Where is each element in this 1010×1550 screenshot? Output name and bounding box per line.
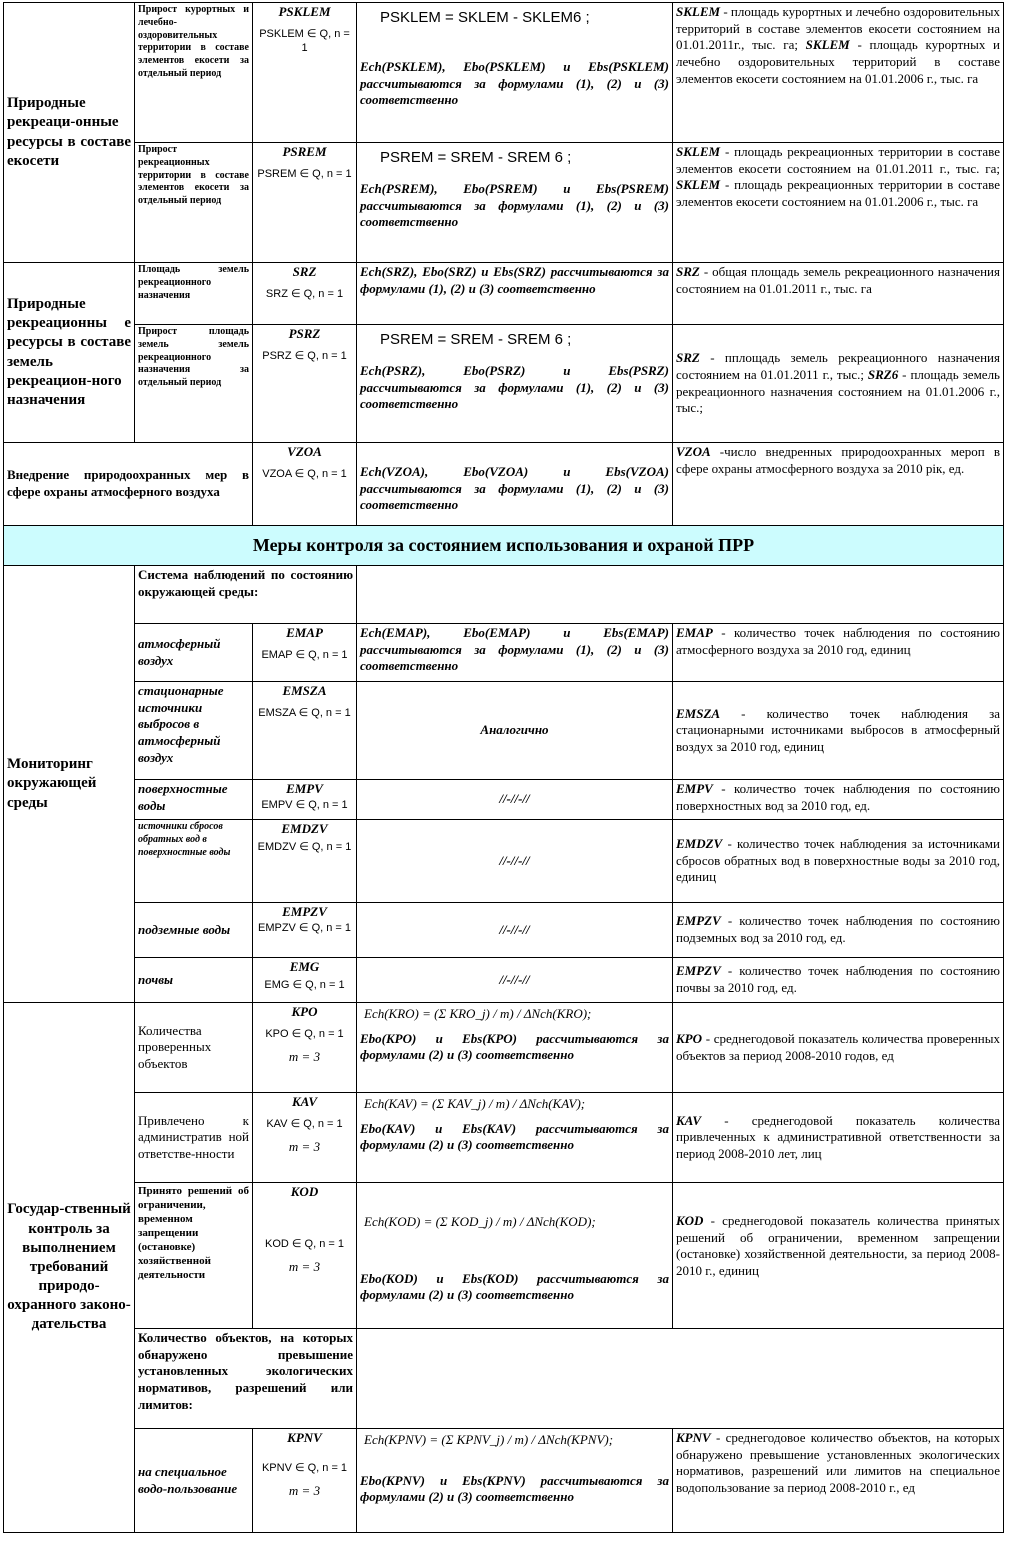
calc-text: Ebo(KPO) и Ebs(KPO) рассчитываются за формулами (2) и (3) соответственно xyxy=(360,1030,669,1063)
formula: Ech(KOD) = (Σ KOD_j) / m) / ΔNch(KOD); xyxy=(364,1214,596,1229)
desc-text: - количество точек наблюдения по состоянию атмосферного воздуха за 2010 год, единиц xyxy=(676,625,1000,657)
calc-text: Аналогично xyxy=(357,682,673,780)
group-label: Природные рекреаци-онные ресурсы в составе екосети xyxy=(4,3,135,263)
indicator-title: подземные воды xyxy=(135,903,253,958)
calc-cell xyxy=(357,143,673,263)
indicator-title: Количества проверенных объектов xyxy=(135,1003,253,1093)
calc-text: Ebo(KAV) и Ebs(KAV) рассчитываются за формулами (2) и (3) соответственно xyxy=(360,1120,669,1153)
table-row xyxy=(4,1093,1004,1183)
desc-var: EMDZV xyxy=(676,836,723,852)
indicator-title: Прирост рекреационных территории в составе элементов екосети за отдельный период xyxy=(135,143,253,263)
indicator-code: SRZ xyxy=(292,264,317,279)
group-label: Мониторинг окружающей среды xyxy=(4,566,135,1003)
indicator-code: KAV xyxy=(291,1094,318,1109)
desc-var: EMPZV xyxy=(676,913,721,929)
desc-text: - площадь рекреационных территории в составе элементов екосети состоянием на 01.01.2006 г., тыс. га xyxy=(676,177,1000,209)
desc-text: - количество точек наблюдения по состоянию подземных вод за 2010 год, ед. xyxy=(676,913,1000,945)
indicator-set: EMAP ∈ Q, n = 1 xyxy=(261,648,348,661)
description xyxy=(673,1429,1004,1533)
indicator-code: EMG xyxy=(289,959,320,974)
indicator-code: EMDZV xyxy=(281,821,328,836)
indicator-set: KOD ∈ Q, n = 1 xyxy=(265,1237,344,1250)
desc-var: SKLEM xyxy=(805,37,850,53)
calc-cell xyxy=(357,1003,673,1093)
description xyxy=(673,820,1004,903)
table-row xyxy=(4,1183,1004,1329)
section-row xyxy=(4,526,1004,566)
table-row xyxy=(4,3,1004,143)
desc-text: - количество точек наблюдения по состоянию почвы за 2010 год, ед. xyxy=(676,963,1000,995)
indicator-set: KPNV ∈ Q, n = 1 xyxy=(261,1461,348,1474)
indicator-code: PSRZ xyxy=(288,326,321,341)
indicator-title: Привлечено к административ ной ответстве-нности xyxy=(135,1093,253,1183)
desc-var: SRZ xyxy=(676,350,700,366)
description xyxy=(673,1093,1004,1183)
calc-text: Ebo(KOD) и Ebs(KOD) рассчитываются за формулами (2) и (3) соответственно xyxy=(360,1270,669,1303)
calc-text: //-//-// xyxy=(357,780,673,820)
desc-text: - площадь курортных и лечебно оздоровительных территорий в составе элементов екосети состоянием на 01.01.2011г., тыс. га; xyxy=(676,4,1000,53)
calc-cell xyxy=(357,263,673,325)
indicator-set: EMG ∈ Q, n = 1 xyxy=(264,978,345,991)
desc-var: SKLEM xyxy=(676,144,721,159)
calc-text: Ech(PSREM), Ebo(PSREM) и Ebs(PSREM) рассчитываются за формулами (1), (2) и (3) соответственно xyxy=(360,181,669,230)
description xyxy=(673,263,1004,325)
indicator-code-cell xyxy=(253,1003,357,1093)
formula: Ech(KAV) = (Σ KAV_j) / m) / ΔNch(KAV); xyxy=(364,1096,586,1111)
description xyxy=(673,325,1004,443)
table-row xyxy=(4,903,1004,958)
indicator-set: PSKLEM ∈ Q, n = 1 xyxy=(259,27,350,54)
table-row xyxy=(4,263,1004,325)
indicator-code-cell xyxy=(253,443,357,526)
m-value: m = 3 xyxy=(288,1048,321,1064)
indicator-code-cell xyxy=(253,903,357,958)
description xyxy=(673,1003,1004,1093)
desc-var: SKLEM xyxy=(676,4,721,19)
table-row xyxy=(4,1329,1004,1429)
description xyxy=(673,143,1004,263)
indicator-code: KPNV xyxy=(287,1430,322,1445)
indicator-title: атмосферный воздух xyxy=(135,624,253,682)
desc-text: - среднегодовой показатель количества принятых решений об ограничении, временном запрещении (остановке) хозяйственной деятельности, за период 2008-2010 г., единиц xyxy=(676,1213,1000,1278)
group-label: Государ-ственный контроль за выполнением требований природо-охранного законо-дательства xyxy=(4,1003,135,1533)
table-row xyxy=(4,566,1004,624)
desc-text: - пплощадь земель рекреационного назначения состоянием на 01.01.2011 г., тыс.; xyxy=(676,350,1000,382)
desc-var: KPNV xyxy=(676,1430,711,1445)
indicator-code: EMPZV xyxy=(282,904,327,919)
table-row xyxy=(4,780,1004,820)
indicator-title: Прирост курортных и лечебно-оздоровительных территории в составе элементов екосети за отдельный период xyxy=(135,3,253,143)
m-value: m = 3 xyxy=(288,1258,321,1274)
formula: Ech(KRO) = (Σ KRO_j) / m) / ΔNch(KRO); xyxy=(364,1006,592,1021)
m-value: m = 3 xyxy=(288,1482,321,1498)
desc-text: - площадь рекреационных территории в составе элементов екосети состоянием на 01.01.2011 г., тыс. га; xyxy=(676,144,1000,176)
description xyxy=(673,903,1004,958)
table-row xyxy=(4,958,1004,1003)
table-row xyxy=(4,1429,1004,1533)
indicator-code-cell xyxy=(253,325,357,443)
indicator-code: EMSZA xyxy=(282,683,327,698)
formula: Ech(KPNV) = (Σ KPNV_j) / m) / ΔNch(KPNV); xyxy=(364,1432,614,1447)
formula: PSREM = SREM - SREM 6 ; xyxy=(380,149,572,166)
description xyxy=(673,682,1004,780)
indicator-code-cell xyxy=(253,1093,357,1183)
desc-text: - среднегодовой показатель количества привлеченных к административной ответственности за период 2008-2010 лет, лиц xyxy=(676,1112,1000,1161)
calc-text: Ech(SRZ), Ebo(SRZ) и Ebs(SRZ) рассчитываются за формулами (1), (2) и (3) соответственно xyxy=(360,264,669,296)
desc-text: - количество точек наблюдения по состоянию поверхностных вод за 2010 год, ед. xyxy=(676,781,1000,813)
empty-cell xyxy=(357,1329,1004,1429)
desc-var: EMSZA xyxy=(676,705,721,721)
table-row xyxy=(4,1003,1004,1093)
indicator-code: EMPV xyxy=(286,781,323,796)
table-row xyxy=(4,820,1004,903)
calc-text: //-//-// xyxy=(357,903,673,958)
indicator-code: KPO xyxy=(291,1004,318,1019)
calc-cell xyxy=(357,624,673,682)
table-row xyxy=(4,682,1004,780)
empty-cell xyxy=(357,566,1004,624)
indicator-set: EMPV ∈ Q, n = 1 xyxy=(261,798,348,811)
desc-text: -число внедренных природоохранных мероп в сфере охраны атмосферного воздуха за 2010 рік, ед. xyxy=(676,444,1000,476)
calc-cell xyxy=(357,1429,673,1533)
calc-text: Ech(VZOA), Ebo(VZOA) и Ebs(VZOA) рассчитываются за формулами (1), (2) и (3) соответственно xyxy=(360,464,669,513)
indicator-set: KPO ∈ Q, n = 1 xyxy=(265,1027,344,1040)
indicator-set: EMDZV ∈ Q, n = 1 xyxy=(257,840,352,853)
formula: PSREM = SREM - SREM 6 ; xyxy=(380,331,572,348)
indicator-set: SRZ ∈ Q, n = 1 xyxy=(265,287,344,300)
desc-text: - среднегодовой показатель количества проверенных объектов за период 2008-2010 годов, ед xyxy=(676,1030,1000,1063)
indicator-code-cell xyxy=(253,958,357,1003)
desc-var: EMPV xyxy=(676,781,713,796)
indicator-code: KOD xyxy=(290,1184,319,1199)
calc-cell xyxy=(357,1183,673,1329)
formula: PSKLEM = SKLEM - SKLEM6 ; xyxy=(380,9,590,26)
desc-var: VZOA xyxy=(676,444,711,459)
indicator-set: EMSZA ∈ Q, n = 1 xyxy=(258,706,351,719)
indicator-code: VZOA xyxy=(287,444,322,459)
indicator-title: Принято решений об ограничении, временном запрещении (остановке) хозяйственной деятельности xyxy=(135,1183,253,1329)
calc-text: Ebo(KPNV) и Ebs(KPNV) рассчитываются за формулами (2) и (3) соответственно xyxy=(360,1472,669,1505)
section-title: Меры контроля за состоянием использования и охраной ПРР xyxy=(4,526,1004,566)
indicator-title: Площадь земель рекреационного назначения xyxy=(135,263,253,325)
calc-text: Ech(PSKLEM), Ebo(PSKLEM) и Ebs(PSKLEM) рассчитываются за формулами (1), (2) и (3) соответственно xyxy=(360,59,669,108)
description xyxy=(673,3,1004,143)
desc-var: EMPZV xyxy=(676,963,721,979)
desc-var: KOD xyxy=(676,1213,704,1228)
description xyxy=(673,1183,1004,1329)
indicator-code-cell xyxy=(253,143,357,263)
calc-cell xyxy=(357,3,673,143)
table-row xyxy=(4,624,1004,682)
description xyxy=(673,958,1004,1003)
indicator-code-cell xyxy=(253,1183,357,1329)
indicator-set: KAV ∈ Q, n = 1 xyxy=(266,1117,343,1130)
table-row xyxy=(4,325,1004,443)
subsection-header: Количество объектов, на которых обнаружено превышение установленных экологических нормативов, разрешений или лимитов: xyxy=(135,1329,357,1429)
indicator-set: PSRZ ∈ Q, n = 1 xyxy=(262,349,347,362)
indicator-code: EMAP xyxy=(286,625,323,640)
indicator-code-cell xyxy=(253,820,357,903)
table-row xyxy=(4,443,1004,526)
indicator-set: VZOA ∈ Q, n = 1 xyxy=(262,467,347,480)
indicator-code-cell xyxy=(253,3,357,143)
calc-cell xyxy=(357,325,673,443)
indicator-title: Прирост площадь земель земель рекреационного назначения за отдельный период xyxy=(135,325,253,443)
desc-text: - среднегодовое количество объектов, на которых обнаружено превышение установленных экологических нормативов, разрешений или лимитов на специальное водопользование за период 2008-2010 г., ед xyxy=(676,1430,1000,1495)
desc-var: SRZ xyxy=(676,264,700,279)
calc-cell xyxy=(357,1093,673,1183)
indicator-title: почвы xyxy=(135,958,253,1003)
desc-var: SKLEM xyxy=(676,177,721,193)
calc-text: //-//-// xyxy=(357,820,673,903)
table-row xyxy=(4,143,1004,263)
description xyxy=(673,780,1004,820)
indicator-code-cell xyxy=(253,780,357,820)
group-label: Природные рекреационны е ресурсы в составе земель рекреацион-ного назначения xyxy=(4,263,135,443)
desc-var: KPO xyxy=(676,1030,702,1046)
indicator-code: PSREM xyxy=(282,144,327,159)
description xyxy=(673,443,1004,526)
desc-var: KAV xyxy=(676,1112,702,1128)
m-value: m = 3 xyxy=(288,1138,321,1154)
indicator-code-cell xyxy=(253,682,357,780)
desc-var: SRZ6 xyxy=(867,366,899,382)
indicator-title: стационарные источники выбросов в атмосферный воздух xyxy=(135,682,253,780)
indicator-set: PSREM ∈ Q, n = 1 xyxy=(257,167,352,180)
calc-text: //-//-// xyxy=(357,958,673,1003)
desc-text: - площадь земель рекреационного назначения состоянием на 01.01.2006 г., тыс.; xyxy=(676,366,1000,416)
group-label: Внедрение природоохранных мер в сфере охраны атмосферного воздуха xyxy=(4,443,253,526)
subsection-header: Система наблюдений по состоянию окружающей среды: xyxy=(135,566,357,624)
indicator-title: на специальное водо-пользование xyxy=(135,1429,253,1533)
desc-text: - площадь курортных и лечебно оздоровительных территорий в составе элементов екосети состоянием на 01.01.2006 г., тыс. га xyxy=(676,37,1000,86)
desc-text: - количество точек наблюдения за источниками сбросов обратных вод в поверхностные воды за 2010 год, единиц xyxy=(676,836,1000,885)
desc-text: - количество точек наблюдения за стационарными источниками выбросов в атмосферный воздух за 2010 год, единиц xyxy=(676,705,1000,754)
desc-text: - общая площадь земель рекреационного назначения состоянием на 01.01.2011 г., тыс. га xyxy=(676,264,1000,296)
indicator-code-cell xyxy=(253,263,357,325)
desc-var: EMAP xyxy=(676,625,713,640)
indicator-title: источники сбросов обратных вод в поверхностные воды xyxy=(135,820,253,903)
calc-cell xyxy=(357,443,673,526)
calc-text: Ech(PSRZ), Ebo(PSRZ) и Ebs(PSRZ) рассчитываются за формулами (1), (2) и (3) соответственно xyxy=(360,363,669,412)
indicator-set: EMPZV ∈ Q, n = 1 xyxy=(257,921,352,934)
description xyxy=(673,624,1004,682)
indicator-table xyxy=(3,2,1004,1533)
indicator-code-cell xyxy=(253,1429,357,1533)
calc-text: Ech(EMAP), Ebo(EMAP) и Ebs(EMAP) рассчитываются за формулами (1), (2) и (3) соответственно xyxy=(360,625,669,674)
indicator-title: поверхностные воды xyxy=(135,780,253,820)
indicator-code: PSKLEM xyxy=(278,4,331,19)
indicator-code-cell xyxy=(253,624,357,682)
